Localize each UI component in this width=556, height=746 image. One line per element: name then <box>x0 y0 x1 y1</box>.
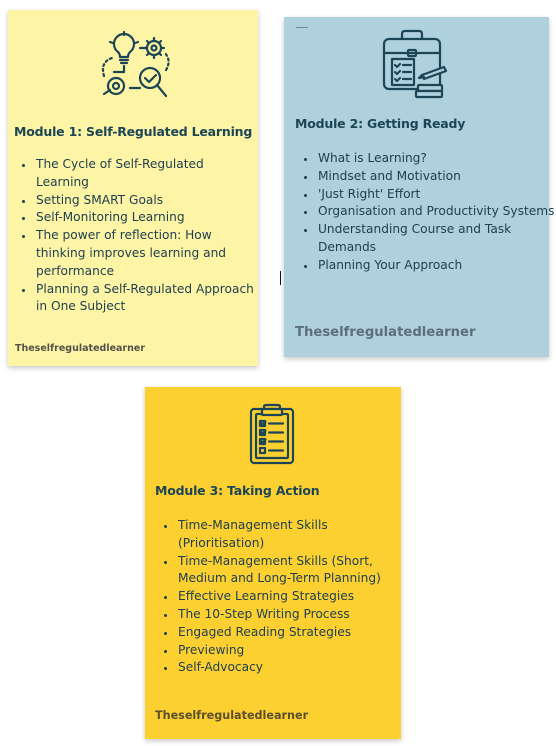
list-item: • Planning a Self-Regulated Approach in One Subject <box>35 281 255 317</box>
list-item: • Self-Monitoring Learning <box>35 209 255 227</box>
list-item: • 'Just Right' Effort <box>317 186 556 204</box>
clipboard-checklist-icon <box>247 403 297 465</box>
process-gears-magnifier-icon <box>96 30 178 102</box>
module-3-card <box>145 387 401 739</box>
list-item: • Self-Advocacy <box>177 659 399 677</box>
module-title: Module 1: Self-Regulated Learning <box>14 124 253 139</box>
list-item: • Setting SMART Goals <box>35 192 255 210</box>
list-item: • Engaged Reading Strategies <box>177 624 399 642</box>
divider <box>296 27 308 28</box>
list-item: • The 10-Step Writing Process <box>177 606 399 624</box>
list-item: • Planning Your Approach <box>317 257 556 275</box>
list-item: • The power of reflection: How thinking improves learning and performance <box>35 227 255 280</box>
list-item: • Time-Management Skills (Prioritisation) <box>177 517 399 553</box>
list-item: • Time-Management Skills (Short, Medium and Long-Term Planning) <box>177 553 399 589</box>
module-title: Module 2: Getting Ready <box>295 116 466 131</box>
briefcase-checklist-icon <box>378 29 452 101</box>
list-item: • Effective Learning Strategies <box>177 588 399 606</box>
list-item: • Mindset and Motivation <box>317 168 556 186</box>
brand-footer: Theselfregulatedlearner <box>295 325 476 340</box>
list-item: • What is Learning? <box>317 150 556 168</box>
brand-footer: Theselfregulatedlearner <box>15 343 146 354</box>
topic-list <box>19 156 255 316</box>
list-item: • Understanding Course and Task Demands <box>317 221 556 257</box>
brand-footer: Theselfregulatedlearner <box>155 709 309 722</box>
topic-list <box>301 150 556 275</box>
module-title: Module 3: Taking Action <box>155 483 320 498</box>
list-item: • Previewing <box>177 642 399 660</box>
module-1-card <box>8 10 258 366</box>
list-item: • The Cycle of Self-Regulated Learning <box>35 156 255 192</box>
topic-list <box>161 517 399 677</box>
module-2-card <box>284 17 555 357</box>
text-cursor <box>280 271 281 285</box>
list-item: • Organisation and Productivity Systems <box>317 203 556 221</box>
